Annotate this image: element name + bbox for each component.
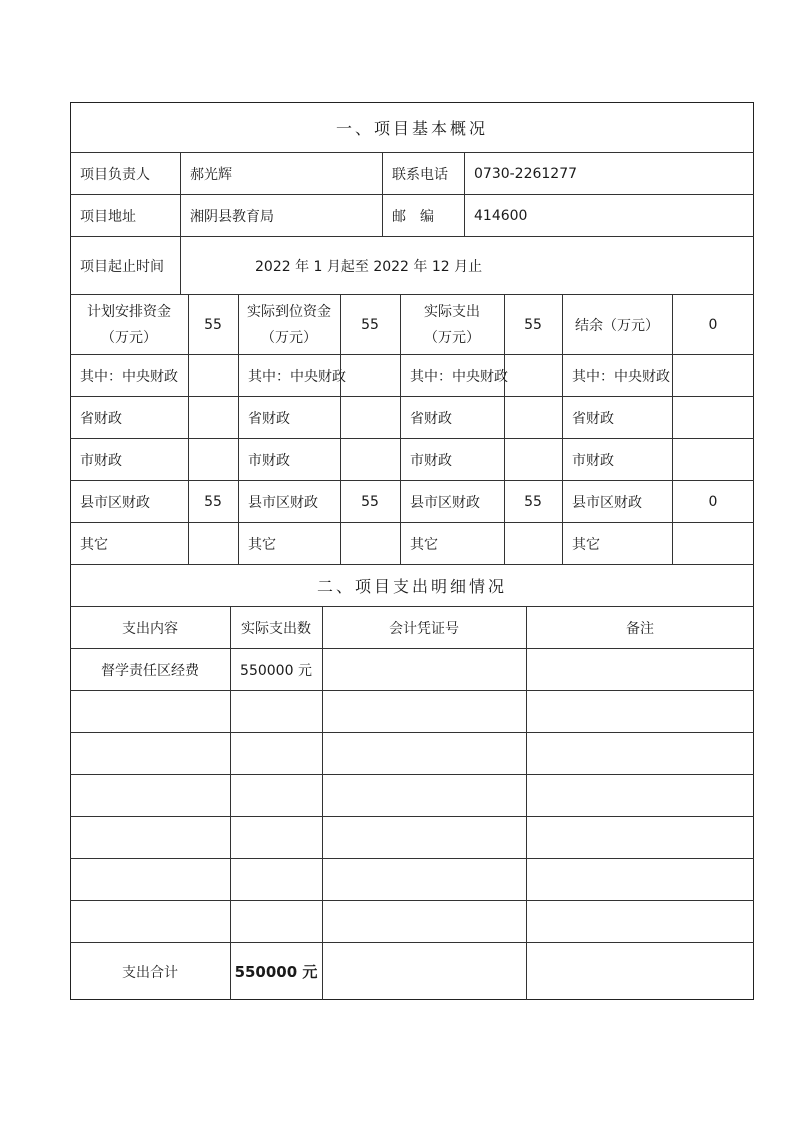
fund-row-value xyxy=(188,439,238,480)
detail-cell xyxy=(70,817,230,858)
fund-row-label: 其中：中央财政 xyxy=(572,368,670,385)
detail-row xyxy=(70,816,754,858)
total-label: 支出合计 xyxy=(122,964,178,981)
project-expenditure-form xyxy=(70,102,754,1000)
address-value: 湘阴县教育局 xyxy=(190,208,274,225)
fund-row-label: 县市区财政 xyxy=(248,494,318,511)
fund-header-spent xyxy=(400,295,504,354)
fund-row xyxy=(70,522,754,564)
fund-row-label: 市财政 xyxy=(248,452,290,469)
section2-title-row xyxy=(70,564,754,606)
fund-row-label: 县市区财政 xyxy=(80,494,150,511)
detail-header-voucher: 会计凭证号 xyxy=(389,620,459,637)
section1-title-row xyxy=(70,102,754,152)
fund-row-label: 其它 xyxy=(80,536,108,553)
fund-row-label: 其中：中央财政 xyxy=(410,368,508,385)
detail-header-remark: 备注 xyxy=(626,620,654,637)
fund-row-label: 其它 xyxy=(248,536,276,553)
fund-row-label: 其中：中央财政 xyxy=(80,368,178,385)
detail-cell xyxy=(70,859,230,900)
fund-row-value xyxy=(188,355,238,396)
fund-row-label: 市财政 xyxy=(80,452,122,469)
detail-cell xyxy=(526,817,754,858)
fund-header-spent-line1: 实际支出 xyxy=(424,303,480,320)
fund-row-value: 0 xyxy=(708,493,718,510)
fund-row-value: 55 xyxy=(524,493,542,510)
detail-cell xyxy=(230,817,322,858)
phone-value: 0730-2261277 xyxy=(474,165,578,182)
phone-label: 联系电话 xyxy=(392,166,448,183)
detail-cell xyxy=(526,691,754,732)
detail-cell xyxy=(230,691,322,732)
fund-row-value xyxy=(340,397,400,438)
detail-row xyxy=(70,690,754,732)
fund-row-value xyxy=(188,397,238,438)
detail-cell xyxy=(70,901,230,942)
detail-cell xyxy=(230,901,322,942)
postcode-label: 邮 编 xyxy=(392,208,434,225)
address-label: 项目地址 xyxy=(80,208,136,225)
fund-row xyxy=(70,354,754,396)
fund-row-label: 省财政 xyxy=(80,410,122,427)
fund-row xyxy=(70,480,754,522)
fund-row-label: 市财政 xyxy=(572,452,614,469)
detail-cell xyxy=(322,775,526,816)
postcode-value: 414600 xyxy=(474,207,528,224)
detail-cell xyxy=(70,775,230,816)
fund-value-planned: 55 xyxy=(204,316,222,333)
fund-row-value xyxy=(672,397,754,438)
total-row xyxy=(70,942,754,1000)
section2-title: 二、项目支出明细情况 xyxy=(316,577,507,596)
detail-header-amount: 实际支出数 xyxy=(241,620,311,637)
fund-row-value xyxy=(504,397,562,438)
detail-cell xyxy=(70,733,230,774)
detail-cell xyxy=(322,859,526,900)
detail-cell xyxy=(230,733,322,774)
period-value: 2022 年 1 月起至 2022 年 12 月止 xyxy=(255,258,483,275)
fund-row-label: 省财政 xyxy=(410,410,452,427)
funds-header-row xyxy=(70,294,754,354)
fund-header-balance: 结余（万元） xyxy=(575,317,659,334)
fund-row-value xyxy=(340,355,400,396)
address-row xyxy=(70,194,754,236)
section1-title: 一、项目基本概况 xyxy=(335,118,488,138)
detail-cell xyxy=(526,901,754,942)
fund-header-planned-line1: 计划安排资金 xyxy=(87,303,171,320)
fund-header-spent-line2: （万元） xyxy=(424,329,480,346)
total-value: 550000 元 xyxy=(234,963,318,981)
detail-row xyxy=(70,648,754,690)
detail-cell xyxy=(70,691,230,732)
detail-cell: 督学责任区经费 xyxy=(101,662,199,679)
detail-header-content: 支出内容 xyxy=(122,620,178,637)
fund-value-received: 55 xyxy=(361,316,379,333)
period-row xyxy=(70,236,754,294)
fund-row-value xyxy=(340,439,400,480)
detail-cell xyxy=(526,859,754,900)
detail-cell xyxy=(322,649,526,690)
detail-cell xyxy=(526,649,754,690)
fund-header-received xyxy=(238,295,340,354)
fund-value-balance: 0 xyxy=(708,316,718,333)
detail-row xyxy=(70,732,754,774)
detail-cell xyxy=(322,691,526,732)
fund-row xyxy=(70,438,754,480)
detail-cell xyxy=(526,733,754,774)
fund-row-value xyxy=(672,523,754,564)
detail-cell xyxy=(322,733,526,774)
owner-row xyxy=(70,152,754,194)
detail-row xyxy=(70,900,754,942)
fund-row-label: 市财政 xyxy=(410,452,452,469)
fund-row-label: 省财政 xyxy=(572,410,614,427)
fund-value-spent: 55 xyxy=(524,316,542,333)
detail-cell: 550000 元 xyxy=(240,662,312,679)
fund-header-planned-line2: （万元） xyxy=(101,329,157,346)
fund-row-label: 县市区财政 xyxy=(572,494,642,511)
fund-row-value xyxy=(340,523,400,564)
fund-row-value xyxy=(672,439,754,480)
owner-label: 项目负责人 xyxy=(80,166,150,183)
fund-row-label: 省财政 xyxy=(248,410,290,427)
detail-cell xyxy=(230,775,322,816)
fund-header-received-line1: 实际到位资金 xyxy=(247,303,331,320)
detail-cell xyxy=(230,859,322,900)
owner-value: 郝光辉 xyxy=(190,166,232,183)
fund-row-value xyxy=(672,355,754,396)
detail-cell xyxy=(322,901,526,942)
detail-header-row xyxy=(70,606,754,648)
fund-row-label: 其它 xyxy=(410,536,438,553)
fund-header-received-line2: （万元） xyxy=(261,329,317,346)
fund-row-value xyxy=(188,523,238,564)
fund-row-label: 县市区财政 xyxy=(410,494,480,511)
fund-row xyxy=(70,396,754,438)
fund-row-value: 55 xyxy=(204,493,222,510)
fund-row-value: 55 xyxy=(361,493,379,510)
fund-header-planned xyxy=(70,295,188,354)
fund-row-value xyxy=(504,523,562,564)
fund-row-value xyxy=(504,439,562,480)
detail-cell xyxy=(322,817,526,858)
detail-row xyxy=(70,774,754,816)
period-label: 项目起止时间 xyxy=(80,258,164,275)
fund-row-value xyxy=(504,355,562,396)
detail-cell xyxy=(526,775,754,816)
detail-row xyxy=(70,858,754,900)
fund-row-label: 其它 xyxy=(572,536,600,553)
fund-row-label: 其中：中央财政 xyxy=(248,368,346,385)
